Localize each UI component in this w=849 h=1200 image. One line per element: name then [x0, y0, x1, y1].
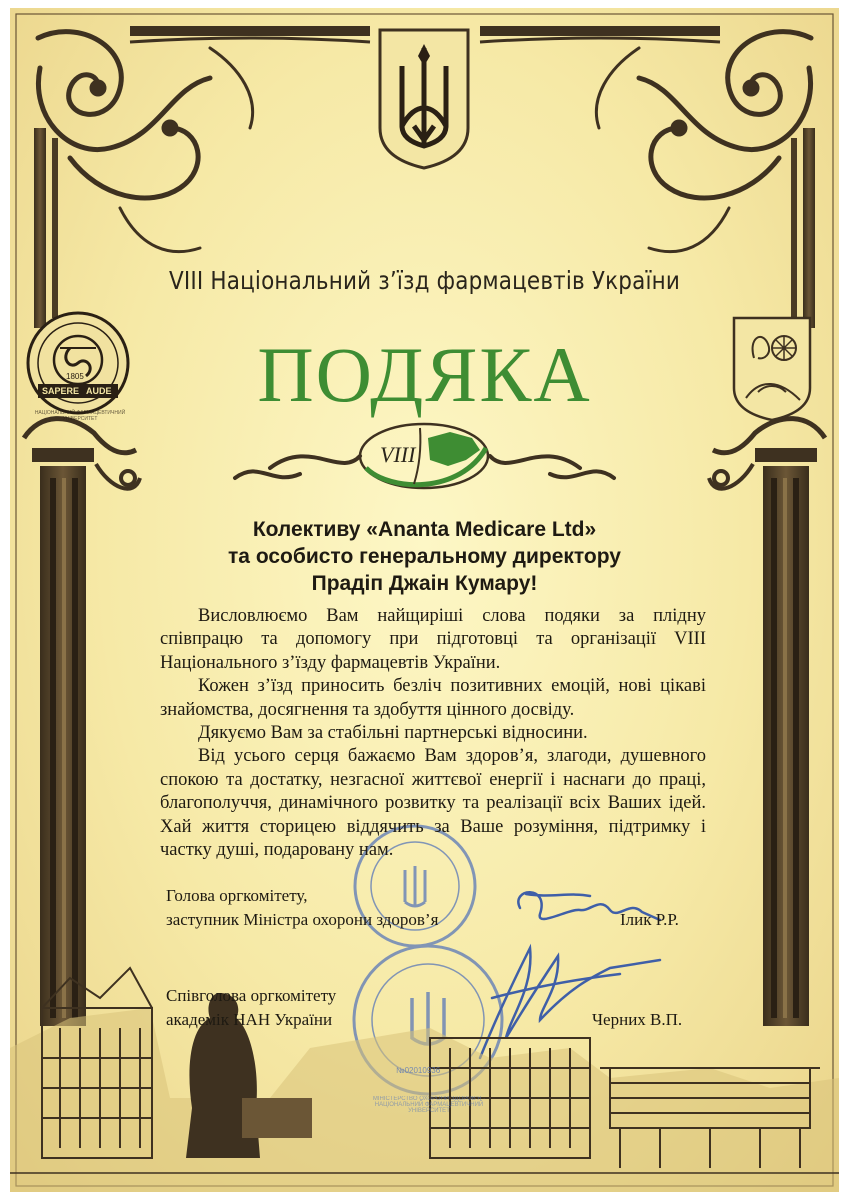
corner-ornament-top-left — [38, 32, 253, 252]
congress-emblem-icon — [235, 424, 614, 488]
sig1-name: Ілик Р.Р. — [620, 910, 679, 929]
recipient-line-1: Колективу «Ananta Medicare Ltd» — [252, 518, 597, 541]
recipient-line-3: Прадіп Джаін Кумару! — [311, 572, 538, 595]
sig2-role-line-2: академік НАН України — [166, 1010, 333, 1029]
stamp-code: №02010936 — [396, 1066, 441, 1075]
letter-body — [160, 605, 706, 862]
city-skyline-sketch — [10, 968, 839, 1192]
seal-motto-right: AUDE — [86, 386, 112, 396]
recipient-line-2: та особисто генеральному директору — [228, 545, 621, 568]
ornamental-frame — [10, 8, 839, 1192]
body-paragraph-3: Дякуємо Вам за стабільні партнерські відносини. — [198, 723, 588, 744]
seal-motto-left: SAPERE — [42, 386, 80, 396]
sig1-role-line-1: Голова оргкомітету, — [166, 886, 308, 905]
seal-ring-text: НАЦІОНАЛЬНИЙ ФАРМАЦЕВТИЧНИЙ УНІВЕРСИТЕТ — [34, 410, 126, 422]
body-paragraph-2: Кожен з’їзд приносить безліч позитивних емоцій, нові цікаві знайомства, досягнення та здобуття цінного досвіду. — [160, 676, 706, 720]
certificate-sheet — [10, 8, 839, 1192]
emblem-label: VIII — [380, 442, 416, 467]
seal-year: 1805 — [66, 372, 84, 381]
sig2-name: Черних В.П. — [592, 1010, 683, 1029]
sig1-role-line-2: заступник Міністра охорони здоров’я — [166, 910, 439, 929]
corner-ornament-top-right — [596, 32, 811, 252]
signature-chernykh — [480, 948, 660, 1058]
body-paragraph-1: Висловлюємо Вам найщиріші слова подяки за плідну співпрацю та допомогу при підготовці та організації VIII Національного з’їзду фармацевтів України. — [160, 606, 706, 673]
congress-subtitle: VIII Національний з’їзд фармацевтів України — [169, 266, 680, 295]
page-title: ПОДЯКА — [257, 331, 592, 418]
sig2-role-line-1: Співголова оргкомітету — [166, 986, 337, 1005]
body-paragraph-4: Від усього серця бажаємо Вам здоров’я, злагоди, душевного спокою та достатку, незгасної життєвої енергії і наснаги до праці, благополуччя, динамічного розвитку та реалізації всіх Ваших ідей. Хай життя сторицею віддячить за Ваше розуміння, підтримку і частку душі, подаровану нам. — [160, 746, 706, 861]
trident-coat-of-arms-icon — [380, 30, 468, 168]
stamp-ring-text: МІНІСТЕРСТВО ОХОРОНИ ЗДОРОВ’Я · НАЦІОНАЛЬНИЙ ФАРМАЦЕВТИЧНИЙ УНІВЕРСИТЕТ — [372, 1096, 486, 1114]
